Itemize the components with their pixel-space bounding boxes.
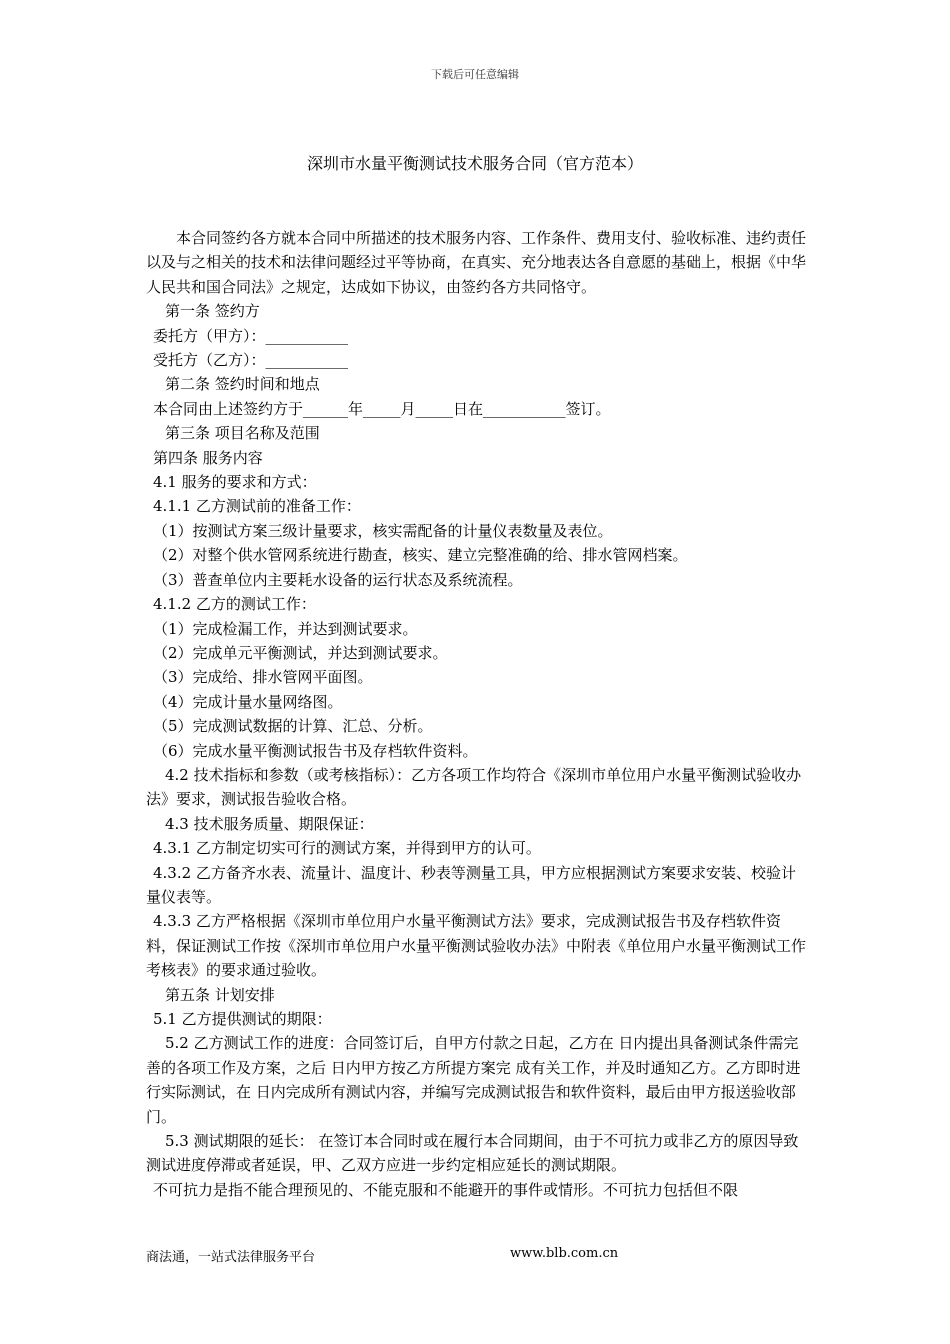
paragraph: 第二条 签约时间和地点 [165,375,320,394]
header-note: 下载后可任意编辑 [431,68,519,81]
paragraph: 委托方（甲方）：___________ [153,326,349,345]
paragraph: （1）按测试方案三级计量要求，核实需配备的计量仪表数量及表位。 [153,521,613,540]
document-body [146,226,810,1202]
paragraph: （3）完成给、排水管网平面图。 [153,668,373,687]
paragraph: （4）完成计量水量网络图。 [153,692,343,711]
paragraph: （5）完成测试数据的计算、汇总、分析。 [153,717,433,736]
paragraph: 4.3.3 乙方严格根据《深圳市单位用户水量平衡测试方法》要求，完成测试报告书及存档软件资料，保证测试工作按《深圳市单位用户水量平衡测试验收办法》中附表《单位用户水量平衡测试工作考核表》的要求通过验收。 [146,912,807,980]
paragraph: 4.3.1 乙方制定切实可行的测试方案，并得到甲方的认可。 [153,839,541,858]
paragraph: （2）对整个供水管网系统进行勘查，核实、建立完整准确的给、排水管网档案。 [153,546,688,565]
paragraph: 4.1.1 乙方测试前的准备工作： [153,497,361,516]
paragraph: 第一条 签约方 [165,302,260,321]
paragraph: 5.1 乙方提供测试的期限： [153,1010,332,1028]
paragraph: 4.3.2 乙方备齐水表、流量计、温度计、秒表等测量工具，甲方应根据测试方案要求安装、校验计量仪表等。 [146,863,796,906]
paragraph: 第四条 服务内容 [153,448,263,467]
paragraph: （2）完成单元平衡测试，并达到测试要求。 [153,643,448,662]
paragraph: （1）完成检漏工作，并达到测试要求。 [153,619,418,638]
paragraph: （6）完成水量平衡测试报告书及存档软件资料。 [153,741,478,760]
paragraph: 受托方（乙方）：___________ [153,351,349,370]
paragraph: 4.1.2 乙方的测试工作： [153,595,316,614]
footer-url[interactable]: www.blb.com.cn [510,1246,619,1261]
paragraph: 不可抗力是指不能合理预见的、不能克服和不能避开的事件或情形。不可抗力包括但不限 [153,1180,739,1199]
paragraph: 4.3 技术服务质量、期限保证： [165,814,374,833]
paragraph: 本合同由上述签约方于______年_____月_____日在___________签订。 [153,399,611,418]
paragraph: 第五条 计划安排 [165,985,275,1004]
paragraph: 4.2 技术指标和参数（或考核指标）：乙方各项工作均符合《深圳市单位用户水量平衡测试验收办法》要求，测试报告验收合格。 [146,765,802,809]
paragraph: 第三条 项目名称及范围 [165,424,320,443]
document-title: 深圳市水量平衡测试技术服务合同（官方范本） [306,154,643,173]
paragraph: 5.2 乙方测试工作的进度：合同签订后，自甲方付款之日起，乙方在 日内提出具备测试条件需完善的各项工作及方案，之后 日内甲方按乙方所提方案完 成有关工作，并及时通知乙方。乙方即时进行实际测试，在 日内完成所有测试内容，并编写完成测试报告和软件资料，最后由甲方报送验收部门。 [146,1034,801,1126]
paragraph: 本合同签约各方就本合同中所描述的技术服务内容、工作条件、费用支付、验收标准、违约责任以及与之相关的技术和法律问题经过平等协商，在真实、充分地表达各自意愿的基础上，根据《中华人民共和国合同法》之规定，达成如下协议，由签约各方共同恪守。 [146,229,807,296]
paragraph: （3）普查单位内主要耗水设备的运行状态及系统流程。 [153,570,523,589]
paragraph: 5.3 测试期限的延长： 在签订本合同时或在履行本合同期间，由于不可抗力或非乙方的原因导致测试进度停滞或者延误，甲、乙双方应进一步约定相应延长的测试期限。 [146,1132,799,1175]
paragraph: 4.1 服务的要求和方式： [153,473,317,492]
footer-left-text: 商法通，一站式法律服务平台 [146,1250,316,1265]
